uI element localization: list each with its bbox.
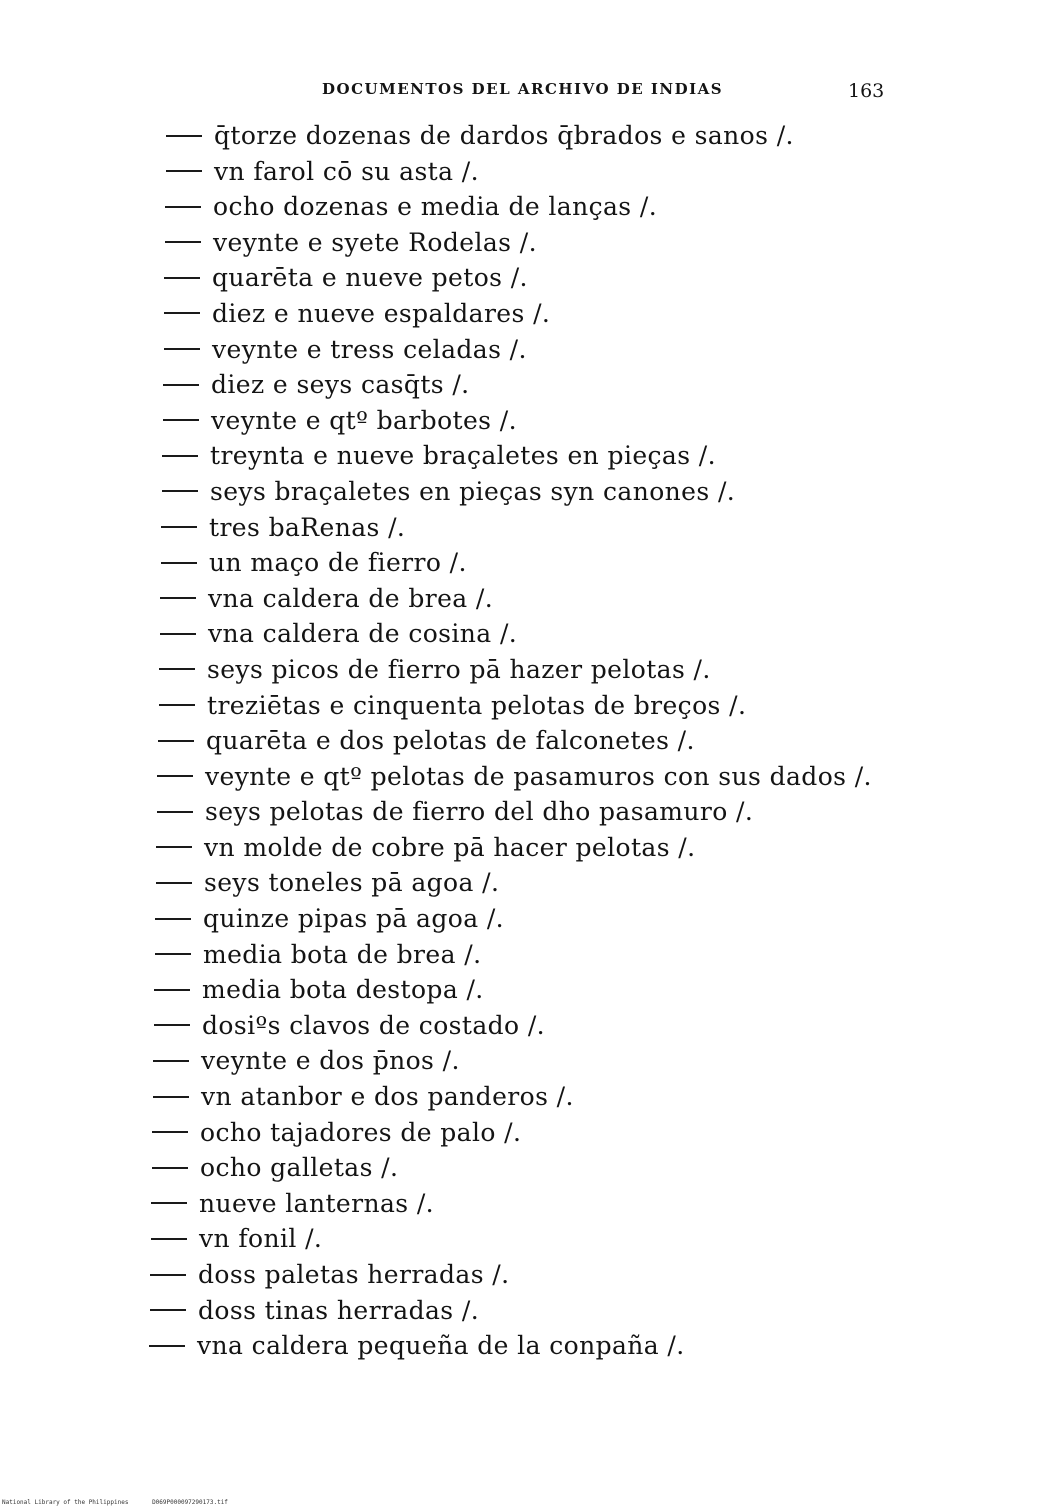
entry-text: ocho galletas /. (200, 1153, 399, 1183)
entry-text: ocho dozenas e media de lanças /. (213, 192, 658, 222)
em-dash (151, 1202, 187, 1204)
entry-text: tres baRenas /. (209, 512, 406, 542)
list-item (0, 260, 1055, 296)
em-dash (156, 882, 192, 884)
file-name: D069P000097290173.tif (152, 1499, 228, 1506)
em-dash (161, 526, 197, 528)
entry-text: veynte e tress celadas /. (212, 334, 527, 364)
em-dash (164, 312, 200, 314)
entry-text: dosiºs clavos de costado /. (202, 1010, 546, 1040)
entry-text: veynte e syete Rodelas /. (213, 227, 537, 257)
entry-text: vn fonil /. (199, 1224, 323, 1254)
em-dash (162, 490, 198, 492)
list-item (0, 581, 1055, 617)
em-dash (157, 775, 193, 777)
running-title: DOCUMENTOS DEL ARCHIVO DE INDIAS (322, 80, 724, 98)
list-item (0, 901, 1055, 937)
list-item (0, 474, 1055, 510)
em-dash (165, 241, 201, 243)
em-dash (149, 1345, 185, 1347)
em-dash (159, 704, 195, 706)
entry-text: nueve lanternas /. (199, 1188, 435, 1218)
scan-footer (2, 1499, 248, 1506)
entry-text: quarēta e dos pelotas de falconetes /. (206, 726, 695, 756)
em-dash (158, 740, 194, 742)
em-dash (163, 419, 199, 421)
entry-text: seys toneles pā agoa /. (204, 868, 500, 898)
list-item (0, 616, 1055, 652)
list-item (0, 1043, 1055, 1079)
em-dash (165, 206, 201, 208)
em-dash (152, 1131, 188, 1133)
entry-text: vn farol cō su asta /. (214, 156, 479, 186)
entry-text: vna caldera de cosina /. (208, 619, 518, 649)
entry-text: veynte e qtº barbotes /. (211, 405, 517, 435)
em-dash (154, 1024, 190, 1026)
entry-text: un maço de fierro /. (209, 548, 467, 578)
entry-text: doss tinas herradas /. (198, 1295, 480, 1325)
em-dash (164, 277, 200, 279)
running-header (0, 78, 1055, 108)
list-item (0, 865, 1055, 901)
em-dash (166, 135, 202, 137)
em-dash (150, 1309, 186, 1311)
entry-text: q̄torze dozenas de dardos q̄brados e sanos /. (214, 121, 794, 150)
list-item (0, 1186, 1055, 1222)
entry-text: veynte e dos p̄nos /. (201, 1046, 460, 1076)
entry-text: diez e seys casq̄ts /. (211, 370, 470, 400)
entry-text: vna caldera pequeña de la conpaña /. (197, 1331, 685, 1361)
list-item (0, 759, 1055, 795)
list-item (0, 830, 1055, 866)
entry-text: veynte e qtº pelotas de pasamuros con sus dados /. (205, 761, 872, 791)
entry-text: ocho tajadores de palo /. (200, 1117, 522, 1147)
entry-text: seys picos de fierro pā hazer pelotas /. (207, 654, 711, 684)
em-dash (160, 633, 196, 635)
list-item (0, 296, 1055, 332)
em-dash (153, 1096, 189, 1098)
list-item (0, 652, 1055, 688)
entry-text: vna caldera de brea /. (208, 583, 494, 613)
list-item (0, 403, 1055, 439)
list-item (0, 1079, 1055, 1115)
entry-text: quarēta e nueve petos /. (212, 263, 528, 293)
entry-text: seys pelotas de fierro del dho pasamuro /. (205, 797, 754, 827)
entry-text: vn molde de cobre pā hacer pelotas /. (204, 832, 696, 862)
list-item (0, 1293, 1055, 1329)
list-item (0, 937, 1055, 973)
list-item (0, 367, 1055, 403)
list-item (0, 225, 1055, 261)
em-dash (162, 455, 198, 457)
list-item (0, 545, 1055, 581)
entry-text: doss paletas herradas /. (198, 1260, 510, 1289)
entry-text: media bota destopa /. (202, 975, 484, 1005)
list-item (0, 510, 1055, 546)
list-item (0, 1257, 1055, 1293)
em-dash (159, 668, 195, 670)
em-dash (163, 384, 199, 386)
list-item (0, 1115, 1055, 1151)
entry-text: seys braçaletes en pieças syn canones /. (210, 476, 736, 506)
em-dash (154, 989, 190, 991)
list-item (0, 118, 1055, 154)
entry-text: media bota de brea /. (203, 939, 482, 969)
list-item (0, 1150, 1055, 1186)
entry-text: quinze pipas pā agoa /. (203, 904, 505, 934)
em-dash (152, 1167, 188, 1169)
em-dash (156, 846, 192, 848)
em-dash (151, 1238, 187, 1240)
list-item (0, 723, 1055, 759)
em-dash (157, 811, 193, 813)
em-dash (150, 1274, 186, 1276)
list-item (0, 794, 1055, 830)
list-item (0, 688, 1055, 724)
list-item (0, 1221, 1055, 1257)
entry-text: vn atanbor e dos panderos /. (201, 1082, 574, 1112)
em-dash (155, 953, 191, 955)
entry-text: treziētas e cinquenta pelotas de breços /. (207, 690, 747, 720)
list-item (0, 1008, 1055, 1044)
list-item (0, 438, 1055, 474)
list-item (0, 972, 1055, 1008)
entry-text: diez e nueve espaldares /. (212, 298, 551, 328)
list-item (0, 154, 1055, 190)
list-item (0, 1328, 1055, 1364)
em-dash (155, 918, 191, 920)
list-item (0, 332, 1055, 368)
list-item (0, 189, 1055, 225)
inventory-list (0, 118, 1055, 1364)
library-credit: National Library of the Philippines (2, 1499, 129, 1506)
entry-text: treynta e nueve braçaletes en pieças /. (210, 441, 716, 471)
page-number: 163 (848, 80, 885, 102)
em-dash (164, 348, 200, 350)
em-dash (166, 170, 202, 172)
em-dash (161, 562, 197, 564)
em-dash (153, 1060, 189, 1062)
em-dash (160, 597, 196, 599)
